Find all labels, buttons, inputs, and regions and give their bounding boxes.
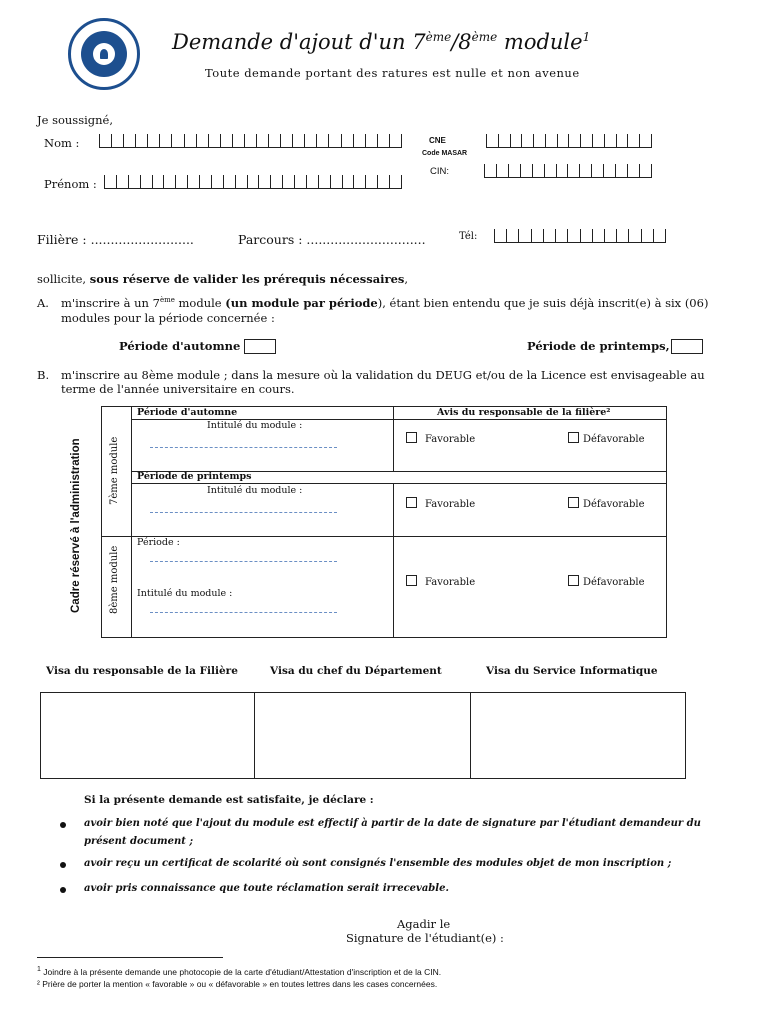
a-text-1: m'inscrire à un 7 [61, 296, 160, 310]
tel-label: Tél: [459, 231, 478, 242]
a-sup: ème [159, 296, 175, 305]
sollicite-prefix: sollicite, [37, 272, 90, 286]
item-a-marker: A. [37, 296, 49, 310]
item-b-line1: m'inscrire au 8ème module ; dans la mesure où la validation du DEUG et/ou de la Licence est envisageable au [61, 368, 705, 382]
automne-avis-cell [393, 419, 667, 472]
defavorable-label: Défavorable [583, 577, 645, 588]
fn1-text: Joindre à la présente demande une photocopie de la carte d'étudiant/Attestation d'inscription et de la CIN. [40, 966, 442, 977]
seal-core [93, 43, 115, 65]
fn1-marker: 1 [37, 966, 41, 973]
periode-automne-label: Période d'automne [119, 339, 241, 353]
periode-printemps-label: Période de printemps, [527, 339, 670, 353]
automne-defavorable[interactable] [568, 432, 645, 445]
footnote-1 [37, 966, 441, 977]
prenom-label: Prénom : [44, 177, 97, 191]
code-masar-label: Code MASAR [422, 150, 468, 157]
automne-intitule-line[interactable] [150, 446, 337, 448]
periode-automne-checkbox[interactable] [244, 339, 276, 354]
sollicite-bold: sous réserve de valider les prérequis nécessaires [89, 272, 405, 286]
periode-printemps-checkbox[interactable] [671, 339, 703, 354]
nom-boxes[interactable] [99, 134, 402, 148]
printemps-avis-cell [393, 483, 667, 537]
printemps-defavorable[interactable] [568, 497, 645, 510]
cne-label: CNE [429, 136, 446, 145]
favorable-label: Favorable [425, 577, 476, 588]
favorable-label: Favorable [425, 499, 476, 510]
module8-favorable[interactable] [406, 575, 475, 588]
signature-label: Signature de l'étudiant(e) : [346, 931, 504, 945]
module8-intitule-label: Intitulé du module : [137, 588, 233, 599]
footnote-2: ² Prière de porter la mention « favorable » ou « défavorable » en toutes lettres dans les cases concernées. [37, 979, 438, 989]
defavorable-label: Défavorable [583, 434, 645, 445]
item-b-line2: terme de l'année universitaire en cours. [61, 382, 295, 396]
cin-boxes[interactable] [484, 164, 652, 178]
bullet-2 [60, 862, 66, 868]
a-text-2: module [174, 296, 226, 310]
module8-defavorable[interactable] [568, 575, 645, 588]
footnote-divider [37, 957, 223, 958]
university-seal-logo [68, 18, 140, 90]
title-text: Demande d'ajout d'un 7 [172, 30, 426, 54]
favorable-checkbox[interactable] [406, 575, 417, 586]
declaration-item-3: avoir pris connaissance que toute réclamation serait irrecevable. [84, 883, 449, 894]
visa-filiere-label: Visa du responsable de la Filière [46, 665, 238, 677]
favorable-checkbox[interactable] [406, 497, 417, 508]
signature-place: Agadir le [397, 917, 451, 931]
page-title [172, 30, 590, 54]
subtitle: Toute demande portant des ratures est nulle et non avenue [205, 66, 580, 80]
printemps-intitule-line[interactable] [150, 511, 337, 513]
declaration-item-1-line1: avoir bien noté que l'ajout du module est effectif à partir de la date de signature par l'étudiant demandeur du [84, 818, 701, 829]
title-slash: /8 [451, 30, 472, 54]
automne-favorable[interactable] [406, 432, 475, 445]
item-b-marker: B. [37, 368, 50, 382]
printemps-favorable[interactable] [406, 497, 475, 510]
prenom-boxes[interactable] [104, 175, 402, 189]
a-bold: (un module par période [225, 296, 378, 310]
defavorable-label: Défavorable [583, 499, 645, 510]
tel-boxes[interactable] [494, 229, 666, 243]
title-sup-2: ème [471, 30, 498, 44]
visa-service-box[interactable] [470, 692, 686, 779]
item-a-line1 [61, 296, 731, 310]
visa-filiere-box[interactable] [40, 692, 255, 779]
module8-periode-line[interactable] [150, 560, 337, 562]
title-sup-1: ème [425, 30, 452, 44]
sollicite-suffix: , [404, 272, 409, 286]
sollicite-line [37, 272, 408, 286]
visa-departement-label: Visa du chef du Département [270, 665, 442, 677]
automne-intitule-label: Intitulé du module : [207, 420, 303, 431]
title-footnote-ref: 1 [582, 30, 591, 44]
item-a-line2: modules pour la période concernée : [61, 311, 275, 325]
admin-side-label: Cadre réservé à l'administration [70, 438, 82, 613]
visa-departement-box[interactable] [254, 692, 471, 779]
module8-label: 8ème module [109, 545, 120, 614]
favorable-checkbox[interactable] [406, 432, 417, 443]
bullet-3 [60, 887, 66, 893]
declaration-item-2: avoir reçu un certificat de scolarité où sont consignés l'ensemble des modules objet de mon inscription ; [84, 858, 672, 869]
visa-service-label: Visa du Service Informatique [486, 665, 658, 677]
module8-intitule-cell [131, 536, 394, 638]
cin-label: CIN: [430, 166, 449, 177]
title-end: module [497, 30, 583, 54]
printemps-intitule-label: Intitulé du module : [207, 485, 303, 496]
module7-label: 7ème module [109, 436, 120, 505]
header-avis: Avis du responsable de la filière² [437, 407, 611, 418]
a-text-3: ), étant bien entendu que je suis déjà inscrit(e) à six (06) [377, 296, 709, 310]
nom-label: Nom : [44, 136, 80, 150]
declaration-intro: Si la présente demande est satisfaite, je déclare : [84, 794, 374, 806]
declaration-item-1-line2: présent document ; [84, 836, 194, 847]
periode-printemps-header: Période de printemps [137, 471, 252, 482]
module8-intitule-line[interactable] [150, 611, 337, 613]
cne-boxes[interactable] [486, 134, 652, 148]
seal-inner [81, 31, 127, 77]
intro-text: Je soussigné, [37, 113, 114, 127]
defavorable-checkbox[interactable] [568, 432, 579, 443]
seal-emblem [100, 49, 108, 59]
defavorable-checkbox[interactable] [568, 497, 579, 508]
defavorable-checkbox[interactable] [568, 575, 579, 586]
favorable-label: Favorable [425, 434, 476, 445]
bullet-1 [60, 822, 66, 828]
module8-periode-label: Période : [137, 537, 180, 548]
header-periode-automne: Période d'automne [137, 407, 238, 418]
filiere-field[interactable]: Filière : .......................... [37, 232, 194, 247]
parcours-field[interactable]: Parcours : .............................. [238, 232, 426, 247]
